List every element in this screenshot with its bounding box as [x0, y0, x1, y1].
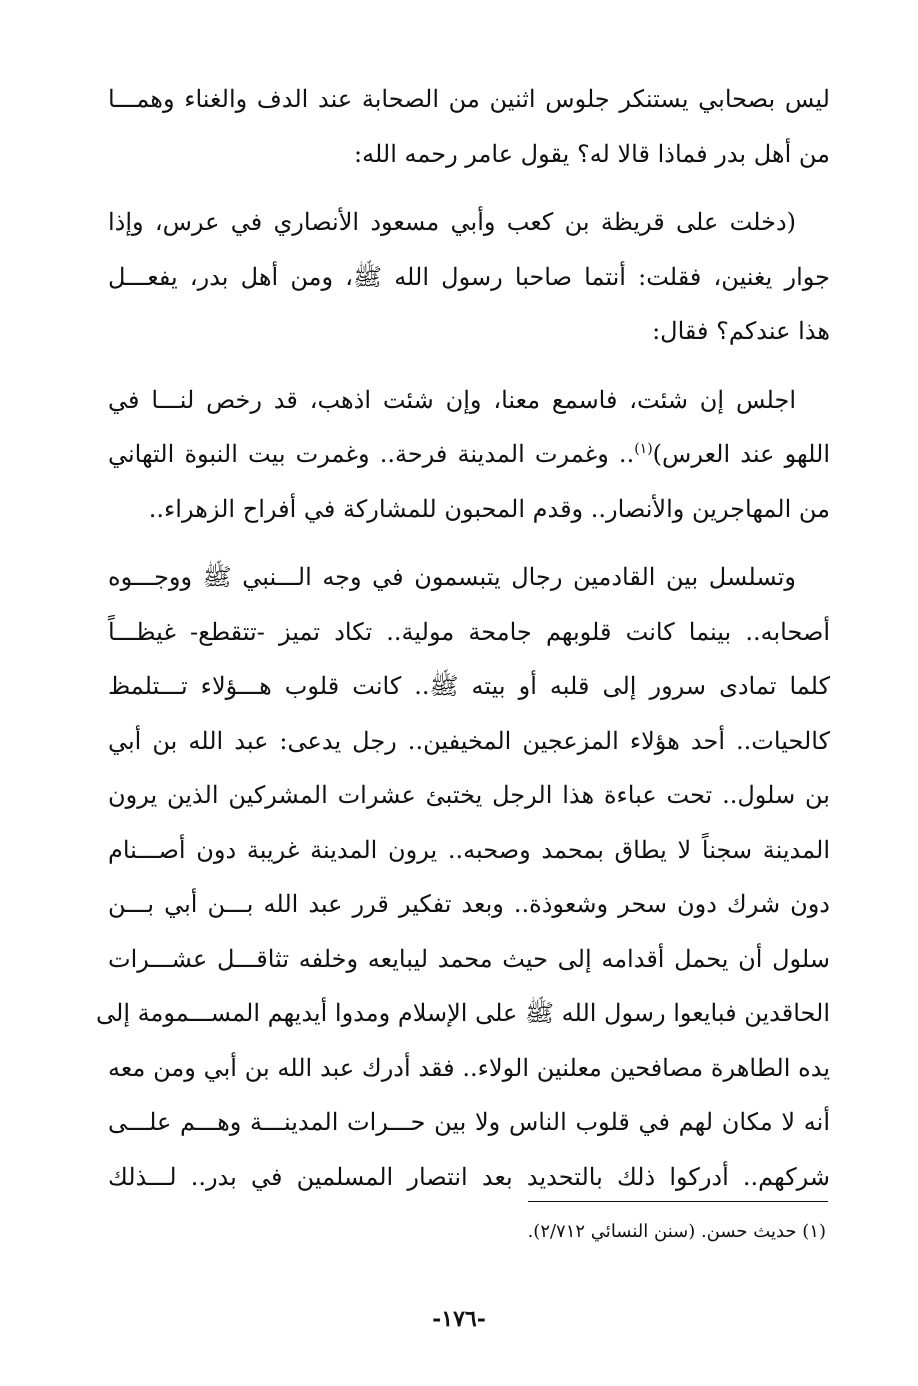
- text-line: شركهم.. أدركوا ذلك بالتحديد بعد انتصار المسلمين في بدر.. لـــذلك: [108, 1162, 830, 1191]
- text-line: أصحابه.. بينما كانت قلوبهم جامحة مولية.. تكاد تميز -تتقطع- غيظـــاً: [108, 617, 830, 646]
- text-line: من أهل بدر فماذا قالا له؟ يقول عامر رحمه الله:: [354, 139, 830, 168]
- text-line: هذا عندكم؟ فقال:: [652, 317, 830, 345]
- paragraph-1: [108, 72, 830, 181]
- text-line: كالحيات.. أحد هؤلاء المزعجين المخيفين.. رجل يدعى: عبد الله بن أبي: [108, 726, 830, 755]
- text-line: سلول أن يحمل أقدامه إلى حيث محمد ليبايعه وخلفه تثاقـــل عشـــرات: [108, 944, 830, 973]
- text-line: كلما تمادى سرور إلى قلبه أو بيته ﷺ.. كانت قلوب هـــؤلاء تـــتلمظ: [108, 672, 830, 700]
- text-segment: .. وغمرت المدينة فرحة.. وغمرت بيت النبوة التهاني: [108, 440, 635, 468]
- body-text: [96, 72, 830, 1218]
- text-line: المدينة سجناً لا يطاق بمحمد وصحبه.. يرون المدينة غريبة دون أصـــنام: [108, 835, 830, 864]
- text-line: ليس بصحابي يستنكر جلوس اثنين من الصحابة عند الدف والغناء وهمـــا: [108, 85, 830, 113]
- text-line: دون شرك دون سحر وشعوذة.. وبعد تفكير قرر عبد الله بـــن أبي بـــن: [108, 890, 830, 918]
- text-line: (دخلت على قريظة بن كعب وأبي مسعود الأنصاري في عرس، وإذا: [108, 208, 796, 236]
- footnote-divider: [528, 1201, 828, 1202]
- footnote: (١) حديث حسن. (سنن النسائي ٢/٧١٢).: [527, 1221, 826, 1242]
- text-segment: اللهو عند العرس): [652, 440, 830, 468]
- text-line: الحاقدين فبايعوا رسول الله ﷺ على الإسلام ومدوا أيديهم المســـمومة إلى: [96, 999, 830, 1027]
- text-line: وتسلسل بين القادمين رجال يتبسمون في وجه الـــنبي ﷺ ووجـــوه: [108, 563, 796, 591]
- text-line: من المهاجرين والأنصار.. وقدم المحبون للمشاركة في أفراح الزهراء..: [148, 494, 830, 523]
- text-line: يده الطاهرة مصافحين معلنين الولاء.. فقد أدرك عبد الله بن أبي ومن معه: [108, 1053, 830, 1082]
- paragraph-2: [108, 195, 830, 359]
- text-line-with-footnote: [108, 427, 830, 482]
- text-line: أنه لا مكان لهم في قلوب الناس ولا بين حـــرات المدينـــة وهـــم علـــى: [108, 1108, 830, 1136]
- paragraph-3: [108, 373, 830, 537]
- page-number: -١٧٦-: [432, 1306, 486, 1332]
- footnote-reference[interactable]: (١): [634, 441, 653, 457]
- text-line: جوار يغنين، فقلت: أنتما صاحبا رسول الله ﷺ، ومن أهل بدر، يفعـــل: [108, 262, 830, 291]
- text-line: اجلس إن شئت، فاسمع معنا، وإن شئت اذهب، قد رخص لنـــا في: [108, 385, 796, 414]
- text-line: بن سلول.. تحت عباءة هذا الرجل يختبئ عشرات المشركين الذين يرون: [108, 781, 830, 809]
- paragraph-4: [96, 550, 830, 1204]
